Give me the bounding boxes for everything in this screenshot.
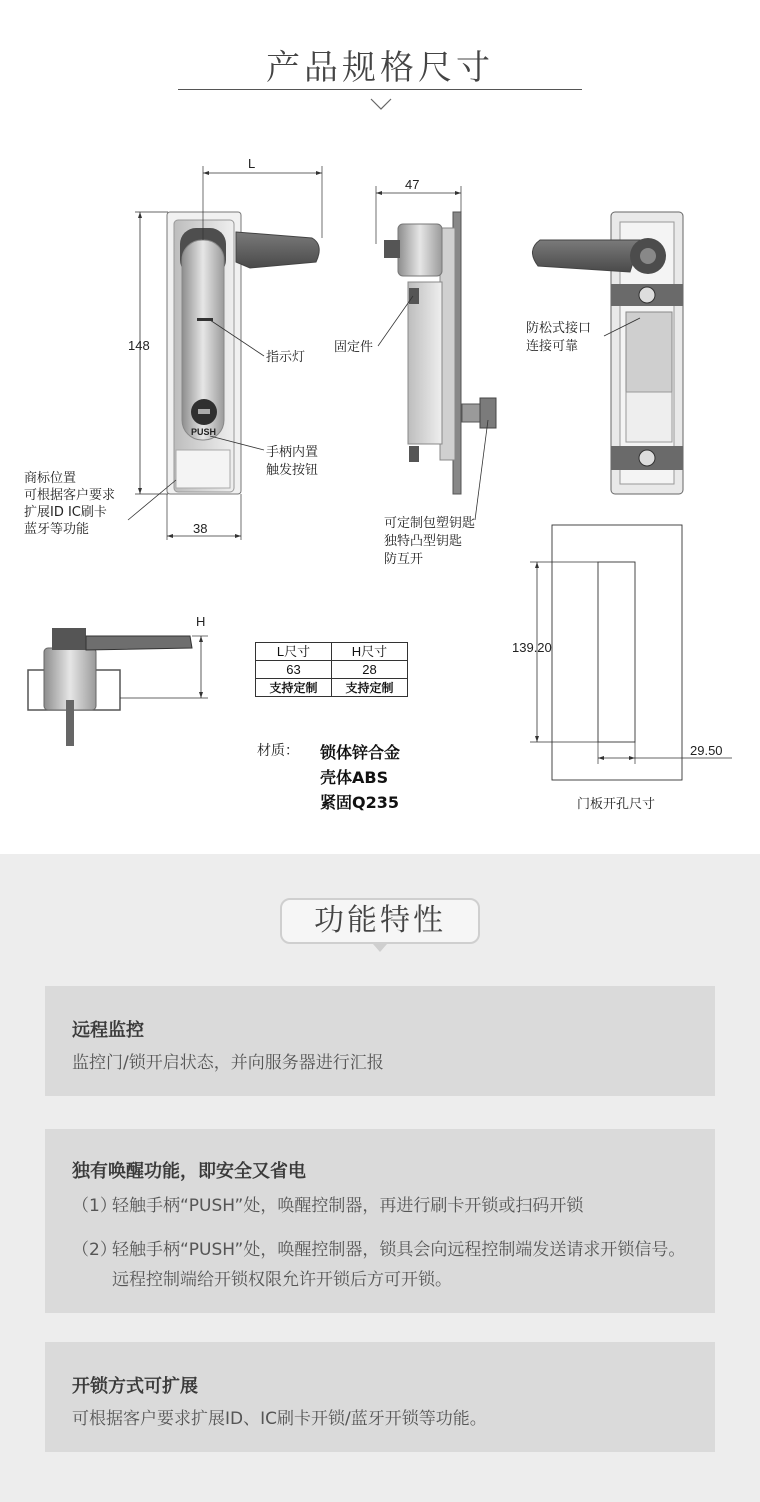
feature-card-title: 开锁方式可扩展 — [72, 1376, 198, 1397]
dim-l: L — [248, 156, 256, 171]
push-label: PUSH — [191, 427, 217, 437]
table-row — [256, 643, 408, 661]
callout-logo-1: 商标位置 — [24, 471, 77, 486]
callout-key-1: 可定制包塑钥匙 — [384, 516, 476, 531]
table-cell-l-custom: 支持定制 — [256, 679, 332, 697]
callout-anti-loose-2: 连接可靠 — [526, 339, 579, 354]
size-table — [255, 642, 408, 697]
dim-29: 29.50 — [690, 743, 723, 758]
dim-h: H — [196, 614, 206, 629]
feature-list-item — [72, 1191, 688, 1221]
table-row — [256, 679, 408, 697]
feature-list-item — [72, 1235, 688, 1295]
table-cell-l: 63 — [256, 661, 332, 679]
callout-logo-3: 扩展ID IC刷卡 — [24, 505, 107, 520]
feature-card-title: 独有唤醒功能，即安全又省电 — [72, 1161, 306, 1182]
material-item: 紧固Q235 — [320, 793, 400, 812]
callout-indicator: 指示灯 — [266, 350, 306, 365]
callout-key-2: 独特凸型钥匙 — [384, 534, 463, 549]
material-item: 锁体锌合金 — [320, 743, 401, 762]
table-header-l: L尺寸 — [256, 643, 332, 661]
list-text: 轻触手柄“PUSH”处，唤醒控制器，再进行刷卡开锁或扫码开锁 — [112, 1196, 584, 1216]
material-item: 壳体ABS — [320, 768, 389, 787]
features-section — [0, 854, 760, 1502]
table-header-h: H尺寸 — [332, 643, 408, 661]
dim-38: 38 — [193, 521, 208, 536]
dim-47: 47 — [405, 177, 420, 192]
callout-logo-4: 蓝牙等功能 — [24, 522, 90, 537]
spec-section-title: 产品规格尺寸 — [266, 48, 494, 88]
badge-pointer — [373, 944, 387, 952]
callout-key-3: 防互开 — [384, 552, 424, 567]
feature-card-text: 可根据客户要求扩展ID、IC刷卡开锁/蓝牙开锁等功能。 — [72, 1409, 487, 1429]
table-cell-h-custom: 支持定制 — [332, 679, 408, 697]
top-view — [28, 628, 208, 746]
list-number: （2） — [72, 1240, 117, 1260]
callout-cutout: 门板开孔尺寸 — [577, 797, 656, 812]
list-text: 轻触手柄“PUSH”处，唤醒控制器，锁具会向远程控制端发送请求开锁信号。远程控制端给开锁权限允许开锁后方可开锁。 — [112, 1240, 686, 1290]
table-row — [256, 661, 408, 679]
side-view — [376, 186, 496, 520]
dim-148: 148 — [128, 338, 150, 353]
dim-139: 139.20 — [512, 640, 552, 655]
callout-logo-2: 可根据客户要求 — [24, 488, 116, 503]
feature-card-wakeup — [45, 1129, 715, 1313]
list-number: （1） — [72, 1196, 117, 1216]
callout-fixing: 固定件 — [334, 340, 374, 355]
material-label: 材质： — [257, 743, 299, 759]
door-cutout — [530, 525, 732, 780]
callout-handle-btn-2: 触发按钮 — [266, 463, 319, 478]
callout-anti-loose-1: 防松式接口 — [526, 321, 592, 336]
feature-card-title: 远程监控 — [72, 1020, 144, 1041]
feature-card-text: 监控门/锁开启状态，并向服务器进行汇报 — [72, 1053, 384, 1073]
feature-card-unlock — [45, 1342, 715, 1452]
table-cell-h: 28 — [332, 661, 408, 679]
feature-card-remote — [45, 986, 715, 1096]
callout-handle-btn-1: 手柄内置 — [266, 445, 319, 460]
features-title: 功能特性 — [280, 898, 480, 944]
